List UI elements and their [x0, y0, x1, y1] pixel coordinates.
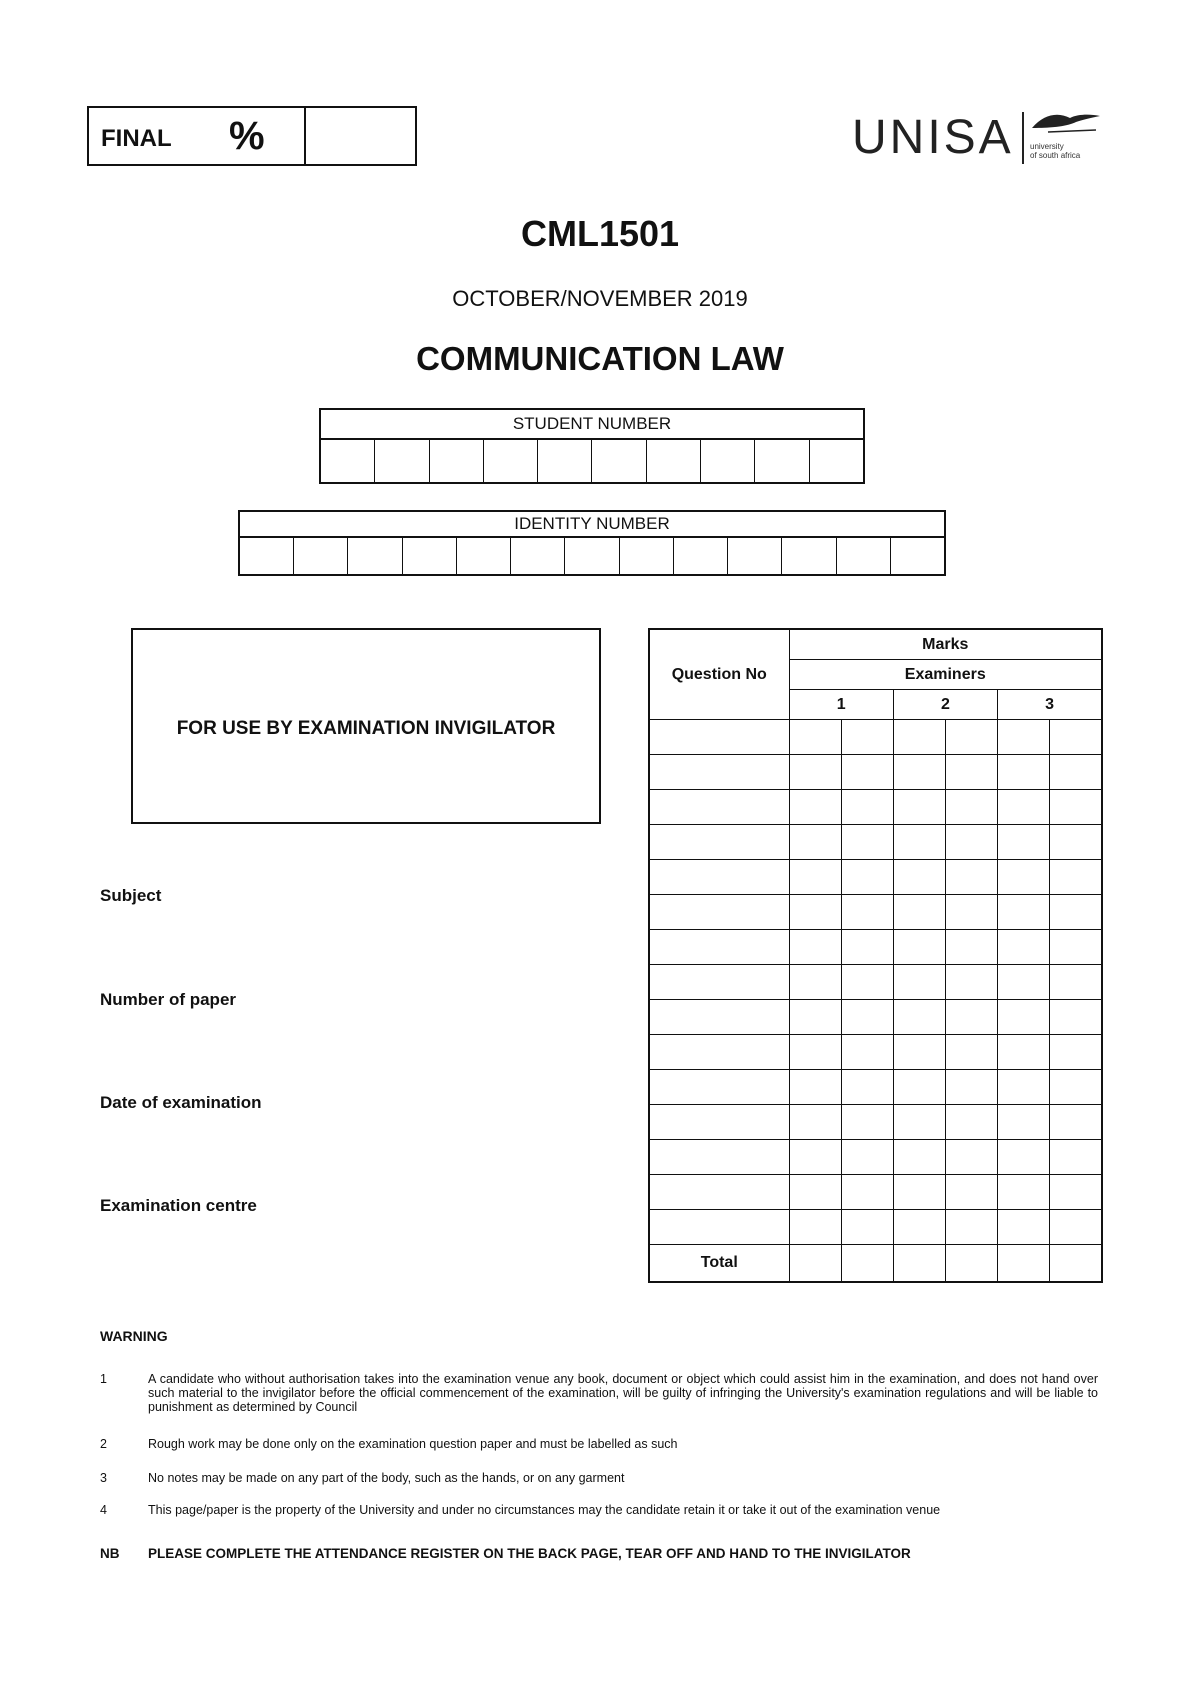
- mark-cell[interactable]: [841, 1070, 893, 1105]
- mark-cell[interactable]: [998, 720, 1050, 755]
- marks-row: [649, 1210, 1102, 1245]
- mark-cell[interactable]: [893, 1000, 945, 1035]
- mark-cell[interactable]: [789, 825, 841, 860]
- marks-row: [649, 720, 1102, 755]
- mark-cell[interactable]: [998, 895, 1050, 930]
- mark-cell[interactable]: [1050, 1000, 1102, 1035]
- identity-number-grid: [238, 510, 946, 576]
- mark-cell[interactable]: [841, 1105, 893, 1140]
- mark-cell[interactable]: [789, 965, 841, 1000]
- mark-cell[interactable]: [945, 895, 997, 930]
- examiners-header: Examiners: [789, 660, 1102, 690]
- nb-text: PLEASE COMPLETE THE ATTENDANCE REGISTER ON THE BACK PAGE, TEAR OFF AND HAND TO THE INVIGILATOR: [148, 1546, 911, 1561]
- nb-tag: NB: [100, 1546, 120, 1561]
- question-no-cell[interactable]: [649, 930, 789, 965]
- mark-cell[interactable]: [789, 860, 841, 895]
- question-no-cell[interactable]: [649, 1105, 789, 1140]
- question-no-cell[interactable]: [649, 1070, 789, 1105]
- identity-number-digit-cell[interactable]: [511, 538, 565, 574]
- marks-row: [649, 1070, 1102, 1105]
- mark-cell[interactable]: [1050, 1035, 1102, 1070]
- student-number-digit-cell[interactable]: [701, 440, 755, 482]
- examiner-3-header: 3: [998, 690, 1102, 720]
- question-no-header: Question No: [649, 629, 789, 720]
- invigilator-label: FOR USE BY EXAMINATION INVIGILATOR: [176, 718, 556, 739]
- date-of-examination-label: Date of examination: [100, 1093, 262, 1112]
- mark-cell[interactable]: [945, 930, 997, 965]
- mark-cell[interactable]: [789, 1000, 841, 1035]
- identity-number-digit-cell[interactable]: [457, 538, 511, 574]
- mark-cell[interactable]: [1050, 930, 1102, 965]
- mark-cell[interactable]: [789, 930, 841, 965]
- mark-cell[interactable]: [841, 825, 893, 860]
- mark-cell[interactable]: [841, 720, 893, 755]
- mark-cell[interactable]: [789, 1070, 841, 1105]
- mark-cell[interactable]: [893, 790, 945, 825]
- mark-cell[interactable]: [841, 965, 893, 1000]
- bird-emblem-icon: [1030, 108, 1102, 138]
- mark-cell[interactable]: [789, 1105, 841, 1140]
- mark-cell[interactable]: [893, 1140, 945, 1175]
- warning-number: 2: [100, 1437, 107, 1451]
- identity-number-label: IDENTITY NUMBER: [240, 512, 944, 538]
- mark-cell[interactable]: [893, 1210, 945, 1245]
- mark-cell[interactable]: [998, 965, 1050, 1000]
- identity-number-digit-cell[interactable]: [240, 538, 294, 574]
- mark-cell[interactable]: [893, 825, 945, 860]
- mark-cell[interactable]: [998, 1105, 1050, 1140]
- identity-number-digit-cell[interactable]: [891, 538, 944, 574]
- invigilator-box[interactable]: [131, 628, 601, 824]
- question-no-cell[interactable]: [649, 895, 789, 930]
- marks-row: [649, 825, 1102, 860]
- warning-text: This page/paper is the property of the University and under no circumstances may the candidate retain it or take it out of the examination venue: [148, 1503, 941, 1517]
- mark-cell[interactable]: [945, 790, 997, 825]
- mark-cell[interactable]: [998, 1035, 1050, 1070]
- mark-cell[interactable]: [1050, 1070, 1102, 1105]
- examiner-1-header: 1: [789, 690, 893, 720]
- mark-cell[interactable]: [945, 1000, 997, 1035]
- question-no-cell[interactable]: [649, 790, 789, 825]
- marks-row: [649, 755, 1102, 790]
- examiner-2-header: 2: [893, 690, 997, 720]
- marks-row: [649, 930, 1102, 965]
- warning-text: No notes may be made on any part of the body, such as the hands, or on any garment: [148, 1471, 625, 1485]
- marks-table: [648, 628, 1103, 1283]
- student-number-digit-cell[interactable]: [592, 440, 646, 482]
- mark-cell[interactable]: [893, 1175, 945, 1210]
- total-label: Total: [649, 1245, 789, 1283]
- mark-cell[interactable]: [893, 1105, 945, 1140]
- mark-cell[interactable]: [789, 790, 841, 825]
- marks-row: [649, 895, 1102, 930]
- mark-cell[interactable]: [841, 1175, 893, 1210]
- student-number-digit-cell[interactable]: [647, 440, 701, 482]
- mark-cell[interactable]: [841, 860, 893, 895]
- identity-number-digit-cell[interactable]: [620, 538, 674, 574]
- mark-cell[interactable]: [841, 930, 893, 965]
- identity-number-digit-cell[interactable]: [565, 538, 619, 574]
- student-number-label: STUDENT NUMBER: [321, 410, 863, 440]
- marks-row: [649, 1000, 1102, 1035]
- mark-cell[interactable]: [945, 1210, 997, 1245]
- final-label: FINAL: [101, 125, 172, 152]
- mark-cell[interactable]: [1050, 755, 1102, 790]
- mark-cell[interactable]: [789, 1140, 841, 1175]
- mark-cell[interactable]: [893, 755, 945, 790]
- final-label-cell: [89, 108, 306, 164]
- identity-number-cells: [240, 538, 944, 574]
- marks-row: [649, 790, 1102, 825]
- warning-text: Rough work may be done only on the examination question paper and must be labelled as such: [148, 1437, 678, 1451]
- marks-table-body: [649, 720, 1102, 1245]
- mark-cell[interactable]: [1050, 1140, 1102, 1175]
- mark-cell[interactable]: [789, 1035, 841, 1070]
- mark-cell[interactable]: [945, 825, 997, 860]
- student-number-digit-cell[interactable]: [375, 440, 429, 482]
- warning-number: 3: [100, 1471, 107, 1485]
- marks-row: [649, 1140, 1102, 1175]
- examination-centre-label: Examination centre: [100, 1196, 257, 1215]
- mark-cell[interactable]: [841, 1140, 893, 1175]
- mark-cell[interactable]: [998, 755, 1050, 790]
- mark-cell[interactable]: [1050, 1105, 1102, 1140]
- mark-cell[interactable]: [841, 895, 893, 930]
- total-cell[interactable]: [893, 1245, 945, 1283]
- module-name: COMMUNICATION LAW: [416, 340, 784, 377]
- mark-cell[interactable]: [789, 1210, 841, 1245]
- course-code: CML1501: [520, 213, 680, 254]
- total-cell[interactable]: [1050, 1245, 1102, 1283]
- mark-cell[interactable]: [789, 755, 841, 790]
- mark-cell[interactable]: [893, 930, 945, 965]
- total-cell[interactable]: [841, 1245, 893, 1283]
- marks-row: [649, 860, 1102, 895]
- total-cell[interactable]: [789, 1245, 841, 1283]
- mark-cell[interactable]: [998, 1175, 1050, 1210]
- question-no-cell[interactable]: [649, 1140, 789, 1175]
- marks-row: [649, 965, 1102, 1000]
- mark-cell[interactable]: [1050, 1210, 1102, 1245]
- number-of-paper-label: Number of paper: [100, 990, 237, 1009]
- mark-cell[interactable]: [893, 860, 945, 895]
- marks-row: [649, 1105, 1102, 1140]
- warning-number: 1: [100, 1372, 107, 1386]
- mark-cell[interactable]: [893, 1070, 945, 1105]
- mark-cell[interactable]: [945, 1175, 997, 1210]
- marks-row: [649, 1175, 1102, 1210]
- question-no-cell[interactable]: [649, 860, 789, 895]
- student-number-digit-cell[interactable]: [430, 440, 484, 482]
- mark-cell[interactable]: [893, 895, 945, 930]
- mark-cell[interactable]: [945, 1035, 997, 1070]
- logo-wordmark: UNISA: [852, 111, 1014, 164]
- marks-row: [649, 1035, 1102, 1070]
- mark-cell[interactable]: [945, 1070, 997, 1105]
- identity-number-digit-cell[interactable]: [674, 538, 728, 574]
- mark-cell[interactable]: [998, 1070, 1050, 1105]
- warning-number: 4: [100, 1503, 107, 1517]
- mark-cell[interactable]: [998, 860, 1050, 895]
- identity-number-digit-cell[interactable]: [348, 538, 402, 574]
- total-cell[interactable]: [945, 1245, 997, 1283]
- question-no-cell[interactable]: [649, 755, 789, 790]
- total-row: [649, 1245, 1102, 1283]
- identity-number-digit-cell[interactable]: [837, 538, 891, 574]
- subject-label: Subject: [100, 886, 162, 905]
- marks-header: Marks: [789, 629, 1102, 660]
- mark-cell[interactable]: [1050, 825, 1102, 860]
- mark-cell[interactable]: [945, 1105, 997, 1140]
- student-number-digit-cell[interactable]: [755, 440, 809, 482]
- mark-cell[interactable]: [841, 1000, 893, 1035]
- mark-cell[interactable]: [998, 1140, 1050, 1175]
- mark-cell[interactable]: [998, 1210, 1050, 1245]
- mark-cell[interactable]: [789, 895, 841, 930]
- unisa-logo: [852, 106, 1102, 168]
- question-no-cell[interactable]: [649, 1035, 789, 1070]
- mark-cell[interactable]: [1050, 1175, 1102, 1210]
- mark-cell[interactable]: [998, 825, 1050, 860]
- student-number-digit-cell[interactable]: [810, 440, 863, 482]
- question-no-cell[interactable]: [649, 720, 789, 755]
- identity-number-digit-cell[interactable]: [728, 538, 782, 574]
- mark-cell[interactable]: [893, 965, 945, 1000]
- mark-cell[interactable]: [893, 1035, 945, 1070]
- logo-subtext: university of south africa: [1030, 142, 1081, 160]
- identity-number-digit-cell[interactable]: [294, 538, 348, 574]
- mark-cell[interactable]: [841, 755, 893, 790]
- question-no-cell[interactable]: [649, 1210, 789, 1245]
- mark-cell[interactable]: [1050, 720, 1102, 755]
- question-no-cell[interactable]: [649, 1175, 789, 1210]
- percent-symbol: %: [229, 114, 265, 158]
- mark-cell[interactable]: [841, 790, 893, 825]
- mark-cell[interactable]: [998, 930, 1050, 965]
- student-number-digit-cell[interactable]: [321, 440, 375, 482]
- mark-cell[interactable]: [998, 1000, 1050, 1035]
- mark-cell[interactable]: [841, 1035, 893, 1070]
- student-number-grid: [319, 408, 865, 484]
- mark-cell[interactable]: [789, 720, 841, 755]
- warning-title: WARNING: [100, 1328, 168, 1344]
- mark-cell[interactable]: [945, 860, 997, 895]
- exam-session: OCTOBER/NOVEMBER 2019: [452, 286, 748, 311]
- question-no-cell[interactable]: [649, 965, 789, 1000]
- mark-cell[interactable]: [1050, 790, 1102, 825]
- mark-cell[interactable]: [1050, 965, 1102, 1000]
- student-number-digit-cell[interactable]: [484, 440, 538, 482]
- question-no-cell[interactable]: [649, 1000, 789, 1035]
- mark-cell[interactable]: [945, 720, 997, 755]
- mark-cell[interactable]: [1050, 860, 1102, 895]
- student-number-cells: [321, 440, 863, 482]
- logo-divider: [1022, 112, 1024, 164]
- mark-cell[interactable]: [789, 1175, 841, 1210]
- mark-cell[interactable]: [893, 720, 945, 755]
- mark-cell[interactable]: [1050, 895, 1102, 930]
- total-cell[interactable]: [998, 1245, 1050, 1283]
- final-percent-entry-cell[interactable]: [306, 108, 415, 164]
- mark-cell[interactable]: [998, 790, 1050, 825]
- identity-number-digit-cell[interactable]: [403, 538, 457, 574]
- final-percent-box: [87, 106, 417, 166]
- mark-cell[interactable]: [841, 1210, 893, 1245]
- mark-cell[interactable]: [945, 755, 997, 790]
- identity-number-digit-cell[interactable]: [782, 538, 836, 574]
- mark-cell[interactable]: [945, 1140, 997, 1175]
- question-no-cell[interactable]: [649, 825, 789, 860]
- student-number-digit-cell[interactable]: [538, 440, 592, 482]
- mark-cell[interactable]: [945, 965, 997, 1000]
- warning-text: A candidate who without authorisation takes into the examination venue any book, document or object which could assist him in the examination, and does not hand over such material to the invigilator before the official commencement of the examination, will be guilty of infringing the University's examination regulations and will be liable to punishment as determined by Council: [148, 1372, 1098, 1414]
